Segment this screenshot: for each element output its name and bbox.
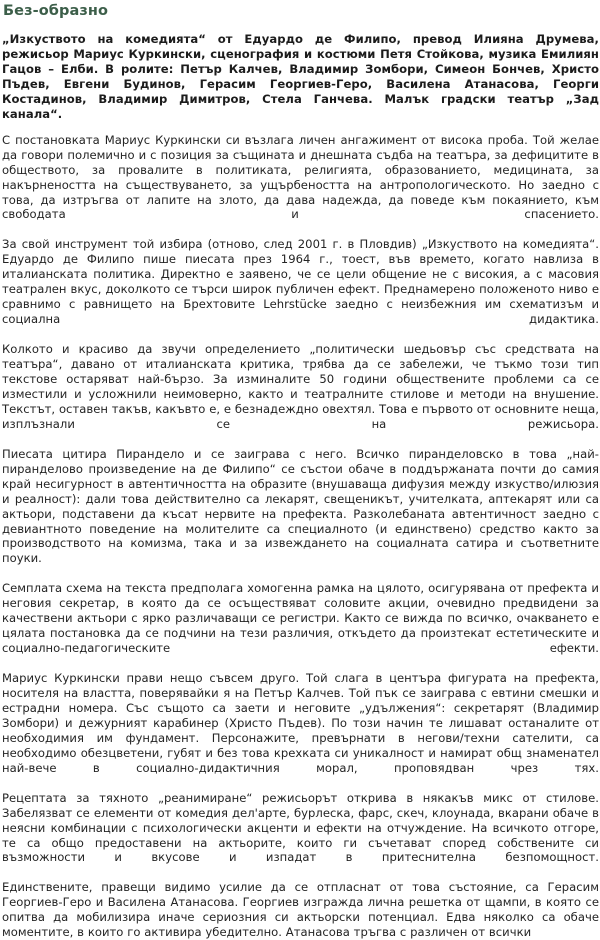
paragraph-3: Колкото и красиво да звучи определението „политически шедьовър със средствата на театъра“, давано от италианската критика, трябва да се забележи, че тъкмо този тип текстове остаряват най-бързо. За изминалите 50 години обществените проблеми са се изместили и усложнили неимоверно, както и театралните стилове и методи на внушение. Текстът, оставен такъв, какъвто е, е безнадеждно овехтял. Това е първото от основните неща, изплъзнали се на режисьора. xyxy=(2,342,599,431)
production-credits: „Изкуството на комедията“ от Едуардо де Филипо, превод Илияна Друмева, режисьор Мариус Куркински, сценография и костюми Петя Стойкова, музика Емилиян Гацов – Елби. В ролите: Петър Калчев, Владимир Зомбори, Симеон Бончев, Христо Пъдев, Евгени Будинов, Герасим Георгиев-Геро, Василена Атанасова, Георги Костадинов, Владимир Димитров, Стела Ганчева. Малък градски театър „Зад канала“. xyxy=(2,32,599,121)
paragraph-4: Пиесата цитира Пирандело и се заиграва с него. Всичко пиранделовско в това „най-пиранделово произведение на де Филипо“ се състои обаче в поддържаната почти до самия край несигурност в автентичността на образите (внушаваща дифузия между изкуство/илюзия и реалност): дали това действително са лекарят, свещеникът, учителката, аптекарят или са актьори, подставени да късат нервите на префекта. Разколебаната автентичност заедно с девиантното поведение на молителите са специалното (и единствено) средство както за производството на комизма, така и за извеждането на социалната сатира и съответните поуки. xyxy=(2,446,599,566)
paragraph-7: Рецептата за тяхното „реанимиране“ режисьорът открива в някакъв микс от стилове. Забелязват се елементи от комедия дел'арте, бурлеска, фарс, скеч, клоунада, вкарани обаче в неясни комбинации с психологически акценти и ефекти на отчуждение. На всичкото отгоре, те са общо предоставени на актьорите, които ги съчетават според собствените си възможности и вкусове и изпадат в притеснителна безпомощност. xyxy=(2,790,599,865)
article-body xyxy=(2,32,599,940)
paragraph-8: Единствените, правещи видимо усилие да се отпласнат от това състояние, са Герасим Георгиев-Геро и Василена Атанасова. Георгиев изгражда лична решетка от щампи, в която се опитва да мобилизира иначе сериозния си актьорски потенциал. Едва няколко са обаче моментите, в които го активира убедително. Атанасова тръгва с различен от всички xyxy=(2,880,599,940)
paragraph-1: С постановката Мариус Куркински си възлага личен ангажимент от висока проба. Той желае да говори полемично и с позиция за същината и днешната съдба на театъра, за дефицитите в обществото, за провалите в политиката, религията, образованието, медицината, за накърнеността на съществуването, за ущърбеността на антропологическото. Но заедно с това, да изтръгва от лапите на злото, да дава надежда, да поведе към покаянието, към свободата и спасението. xyxy=(2,132,599,222)
paragraph-2: За свой инструмент той избира (отново, след 2001 г. в Пловдив) „Изкуството на комедията“. Едуардо де Филипо пише пиесата през 1964 г., тоест, във времето, когато навлиза в италианската политика. Директно е заявено, че се цели общение не с високия, а с масовия театрален вкус, доколкото се търси широк публичен ефект. Преднамерено положеното ниво е сравнимо с равнището на Брехтовите Lehrstücke заедно с неизбежния им схематизъм и социална дидактика. xyxy=(2,237,599,327)
paragraph-5: Семплата схема на текста предполага хомогенна рамка на цялото, осигурявана от префекта и неговия секретар, в която да се осъществяват соловите акции, очевидно предвидени за качествени актьори с ярко различаващи се регистри. Както се вижда по всичко, очакването е цялата постановка да се подчини на тези различия, откъдето да произтекат естетическите и социално-педагогическите ефекти. xyxy=(2,581,599,656)
paragraph-6: Мариус Куркински прави нещо съвсем друго. Той слага в центъра фигурата на префекта, носителя на властта, поверявайки я на Петър Калчев. Той пък се заиграва с евтини смешки и естрадни номера. Със същото са заети и неговите „удължения“: секретарят (Владимир Зомбори) и дежурният карабинер (Христо Пъдев). По този начин те лишават останалите от необходимия им фундамент. Персонажите, превърнати в негови/техни сателити, са необходимо обезцветени, губят и без това крехката си уникалност и намират общ знаменател най-вече в социално-дидактичния морал, проповядван чрез тях. xyxy=(2,671,599,775)
page-title: Без-образно xyxy=(3,3,109,19)
